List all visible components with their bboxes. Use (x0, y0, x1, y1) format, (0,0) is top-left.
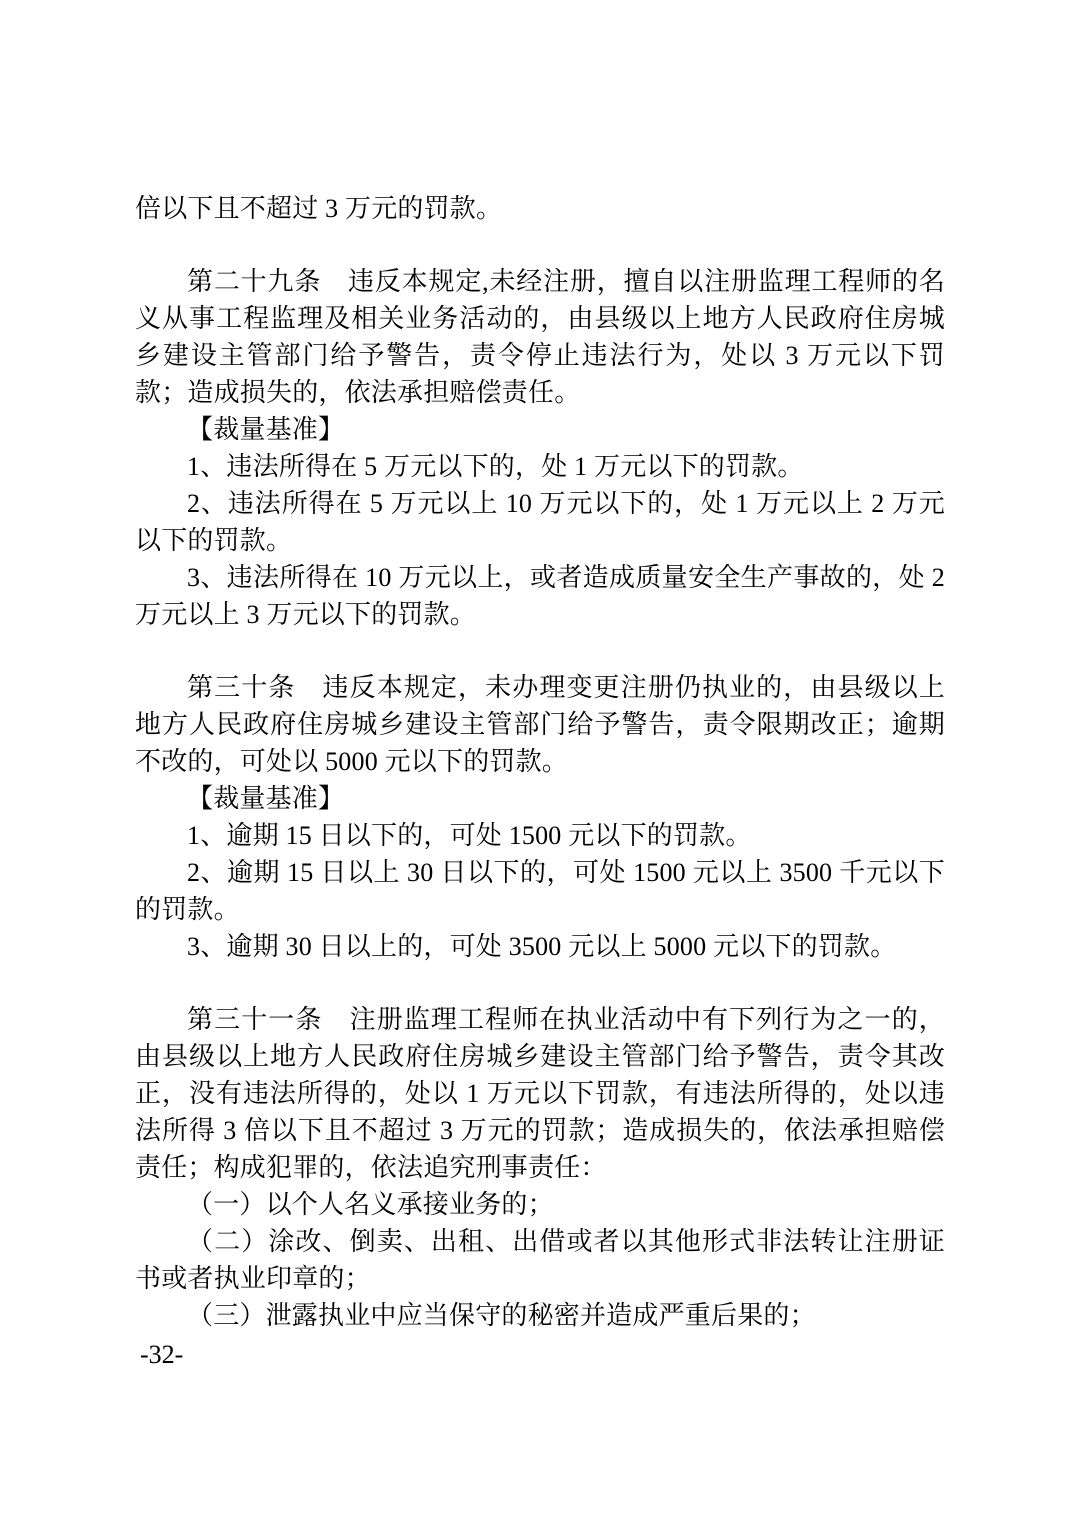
article-30-item-3: 3、逾期 30 日以上的，可处 3500 元以上 5000 元以下的罚款。 (187, 932, 897, 961)
article-31: 第三十一条 注册监理工程师在执业活动中有下列行为之一的，由县级以上地方人民政府住房城乡建设主管部门给予警告，责令其改正，没有违法所得的，处以 1 万元以下罚款，有违法所得的，处以违法所得 3 倍以下且不超过 3 万元的罚款；造成损失的，依法承担赔偿责任；构成犯罪的，依法追究刑事责任： (135, 1005, 945, 1182)
article-30: 第三十条 违反本规定，未办理变更注册仍执业的，由县级以上地方人民政府住房城乡建设主管部门给予警告，责令限期改正；逾期不改的，可处以 5000 元以下的罚款。 (135, 673, 945, 776)
article-29-discretion-heading: 【裁量基准】 (187, 415, 345, 444)
article-29-item-2: 2、违法所得在 5 万元以上 10 万元以下的，处 1 万元以上 2 万元以下的罚款。 (135, 489, 945, 555)
article-30-discretion-heading: 【裁量基准】 (187, 784, 345, 813)
article-29: 第二十九条 违反本规定,未经注册，擅自以注册监理工程师的名义从事工程监理及相关业务活动的，由县级以上地方人民政府住房城乡建设主管部门给予警告，责令停止违法行为，处以 3 万元以下罚款；造成损失的，依法承担赔偿责任。 (135, 267, 945, 407)
article-29-item-3: 3、违法所得在 10 万元以上，或者造成质量安全生产事故的，处 2 万元以上 3 万元以下的罚款。 (135, 563, 945, 629)
page-footer (140, 1340, 183, 1370)
document-body (135, 190, 945, 1334)
page-number: -32- (140, 1340, 184, 1369)
article-31-subitem-1: （一）以个人名义承接业务的； (187, 1190, 554, 1219)
article-31-subitem-2: （二）涂改、倒卖、出租、出借或者以其他形式非法转让注册证书或者执业印章的； (135, 1227, 945, 1293)
article-29-item-1: 1、违法所得在 5 万元以下的，处 1 万元以下的罚款。 (187, 452, 804, 481)
article-31-subitem-3: （三）泄露执业中应当保守的秘密并造成严重后果的； (187, 1301, 816, 1330)
article-30-item-1: 1、逾期 15 日以下的，可处 1500 元以下的罚款。 (187, 821, 752, 850)
article-30-item-2: 2、逾期 15 日以上 30 日以下的，可处 1500 元以上 3500 千元以下的罚款。 (135, 858, 945, 924)
continuation-line: 倍以下且不超过 3 万元的罚款。 (135, 194, 503, 223)
